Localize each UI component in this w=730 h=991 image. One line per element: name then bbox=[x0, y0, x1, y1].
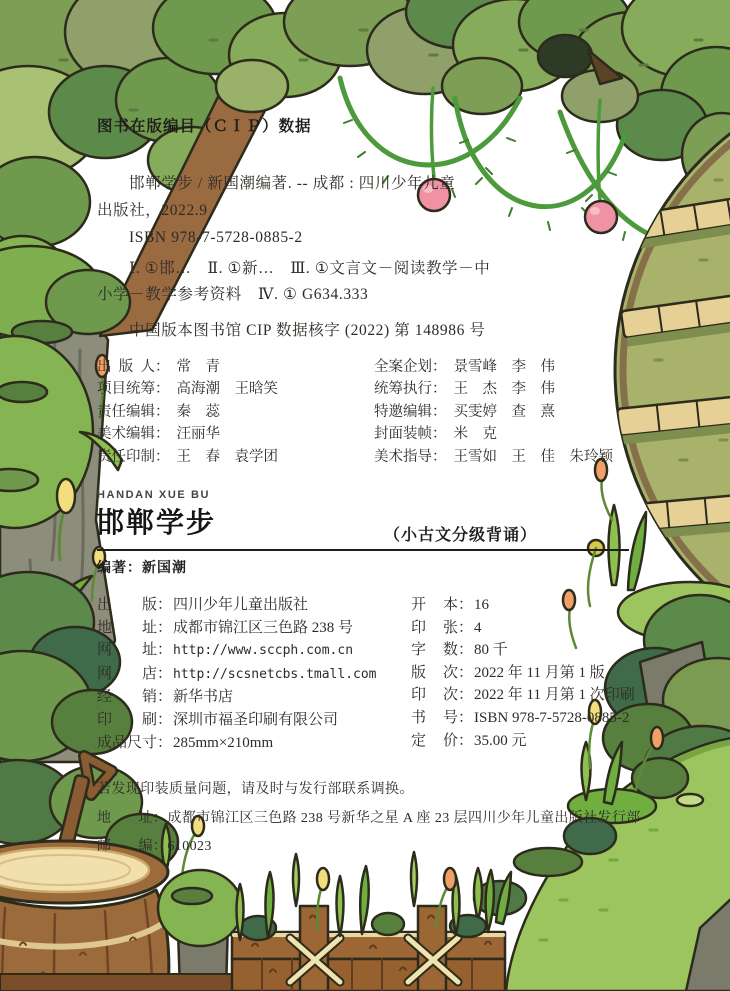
pub-row: 印张：4 bbox=[411, 617, 635, 640]
pub-value: 深圳市福圣印刷有限公司 bbox=[173, 711, 339, 728]
pub-value: 2022 年 11 月第 1 版 bbox=[474, 664, 605, 681]
cip-class-line: Ⅰ. ①邯… Ⅱ. ①新… Ⅲ. ①文言文－阅读教学－中 bbox=[129, 260, 491, 277]
credit-row: 责任印制： 王 春 袁学团 bbox=[97, 446, 278, 468]
credit-row: 特邀编辑： 买雯婷 查 熹 bbox=[374, 401, 613, 423]
pub-label: 版次 bbox=[411, 664, 458, 681]
publication-column-left bbox=[97, 594, 377, 754]
publication-column-right bbox=[411, 594, 635, 752]
pub-label: 网店 bbox=[97, 665, 157, 682]
pub-row: 定价：35.00 元 bbox=[411, 730, 635, 753]
pub-label: 开本 bbox=[411, 597, 458, 613]
footer-row: 邮编：610023 bbox=[97, 833, 697, 862]
credit-value: 王 春 袁学团 bbox=[176, 448, 278, 465]
distribution-address: 成都市锦江区三色路 238 号新华之星 A 座 23 层四川少年儿童出版社发行部 bbox=[167, 810, 641, 826]
credit-row: 项目统筹： 高海潮 王晗笑 bbox=[97, 378, 278, 400]
credit-row: 美术编辑： 汪丽华 bbox=[97, 423, 278, 445]
pub-row: 字数：80 千 bbox=[411, 639, 635, 662]
credit-label: 责任印制 bbox=[97, 448, 155, 465]
credit-value: 米 克 bbox=[453, 426, 497, 443]
credit-value: 景雪峰 李 伟 bbox=[453, 359, 555, 375]
cip-heading: 图书在版编目（ＣＩＰ）数据 bbox=[97, 118, 312, 135]
pub-row: 成品尺寸：285mm×210mm bbox=[97, 732, 377, 755]
credit-value: 汪丽华 bbox=[176, 426, 220, 443]
cip-class-line: 小学－教学参考资料 Ⅳ. ① G634.333 bbox=[97, 286, 369, 303]
credits-column-left bbox=[97, 356, 278, 468]
pub-label: 印张 bbox=[411, 619, 458, 636]
credit-value: 买雯婷 查 熹 bbox=[453, 403, 555, 420]
credit-label: 全案企划 bbox=[374, 359, 432, 375]
credit-value: 常 青 bbox=[176, 359, 220, 375]
pub-label: 地址 bbox=[97, 619, 157, 636]
credit-row: 封面装帧： 米 克 bbox=[374, 423, 613, 445]
credit-label: 美术编辑 bbox=[97, 426, 155, 443]
pub-row: 书号：ISBN 978-7-5728-0885-2 bbox=[411, 707, 635, 730]
pub-row: 印次：2022 年 11 月第 1 次印刷 bbox=[411, 684, 635, 707]
title-divider bbox=[97, 549, 629, 551]
pub-label: 印次 bbox=[411, 687, 458, 704]
pub-label: 书号 bbox=[411, 709, 458, 726]
credit-value: 王 杰 李 伟 bbox=[453, 381, 555, 398]
credit-label: 责任编辑 bbox=[97, 403, 155, 420]
cip-isbn: ISBN 978-7-5728-0885-2 bbox=[129, 229, 303, 246]
pub-value: 16 bbox=[474, 597, 490, 613]
pub-label: 网址 bbox=[97, 642, 157, 659]
credit-value: 秦 蕊 bbox=[176, 403, 220, 420]
price-value: 35.00 元 bbox=[474, 732, 527, 749]
credit-row: 统筹执行： 王 杰 李 伟 bbox=[374, 378, 613, 400]
pub-row: 网址：http://www.sccph.com.cn bbox=[97, 639, 377, 663]
credit-label: 统筹执行 bbox=[374, 381, 432, 398]
credit-label: 封面装帧 bbox=[374, 426, 432, 443]
credits-column-right bbox=[374, 356, 613, 468]
pub-value: 四川少年儿童出版社 bbox=[173, 597, 309, 613]
pub-value: 成都市锦江区三色路 238 号 bbox=[173, 619, 354, 636]
pub-value: 4 bbox=[474, 619, 482, 636]
quality-notice: 若发现印装质量问题，请及时与发行部联系调换。 bbox=[97, 782, 414, 797]
pub-row: 地址：成都市锦江区三色路 238 号 bbox=[97, 617, 377, 640]
store-website-url: http://scsnetcbs.tmall.com bbox=[173, 666, 377, 682]
pub-row: 经销：新华书店 bbox=[97, 686, 377, 709]
distribution-footer bbox=[97, 776, 697, 862]
credit-label: 特邀编辑 bbox=[374, 403, 432, 420]
credit-label: 出版人 bbox=[97, 359, 155, 375]
pub-row: 印刷：深圳市福圣印刷有限公司 bbox=[97, 709, 377, 732]
credit-label: 项目统筹 bbox=[97, 381, 155, 398]
book-isbn: ISBN 978-7-5728-0885-2 bbox=[474, 709, 630, 726]
pub-row: 版次：2022 年 11 月第 1 版 bbox=[411, 662, 635, 685]
footer-label: 邮编 bbox=[97, 839, 153, 854]
footer-row: 地址：成都市锦江区三色路 238 号新华之星 A 座 23 层四川少年儿童出版社发行部 bbox=[97, 805, 697, 834]
credit-label: 美术指导 bbox=[374, 448, 432, 465]
credit-value: 王雪如 王 佳 朱玲颖 bbox=[453, 448, 613, 465]
cip-record-line: 邯郸学步 / 新国潮编著. -- 成都 : 四川少年儿童 bbox=[129, 175, 456, 192]
credit-row: 出版人： 常 青 bbox=[97, 356, 278, 378]
cip-record-line: 出版社，2022.9 bbox=[97, 202, 208, 219]
series-label: （小古文分级背诵） bbox=[384, 527, 538, 544]
pub-value: 80 千 bbox=[474, 642, 508, 659]
pub-row: 出版：四川少年儿童出版社 bbox=[97, 594, 377, 617]
credit-row: 全案企划： 景雪峰 李 伟 bbox=[374, 356, 613, 378]
credit-row: 责任编辑： 秦 蕊 bbox=[97, 401, 278, 423]
pub-label: 印刷 bbox=[97, 711, 157, 728]
pub-label: 经销 bbox=[97, 689, 157, 706]
pub-value: 2022 年 11 月第 1 次印刷 bbox=[474, 687, 635, 704]
credit-row: 美术指导： 王雪如 王 佳 朱玲颖 bbox=[374, 446, 613, 468]
credit-value: 高海潮 王晗笑 bbox=[176, 381, 278, 398]
pub-value: 新华书店 bbox=[173, 689, 234, 706]
title-pinyin: HANDAN XUE BU bbox=[97, 489, 211, 501]
cip-record bbox=[97, 170, 577, 251]
pub-label: 成品尺寸 bbox=[97, 734, 158, 751]
pub-label: 字数 bbox=[411, 642, 458, 659]
book-title: 邯郸学步 bbox=[96, 507, 217, 538]
cip-registry-number: 中国版本图书馆 CIP 数据核字 (2022) 第 148986 号 bbox=[129, 322, 486, 339]
pub-row: 开本：16 bbox=[411, 594, 635, 617]
publisher-website-url: http://www.sccph.com.cn bbox=[173, 643, 354, 659]
pub-row: 网店：http://scsnetcbs.tmall.com bbox=[97, 663, 377, 687]
cip-classification bbox=[97, 256, 597, 308]
author-line: 编著：新国潮 bbox=[97, 559, 187, 575]
postal-code: 610023 bbox=[167, 839, 212, 854]
pub-label: 出版 bbox=[97, 597, 157, 613]
footer-label: 地址 bbox=[97, 810, 153, 826]
pub-label: 定价 bbox=[411, 732, 458, 749]
pub-value: 285mm×210mm bbox=[173, 734, 274, 751]
